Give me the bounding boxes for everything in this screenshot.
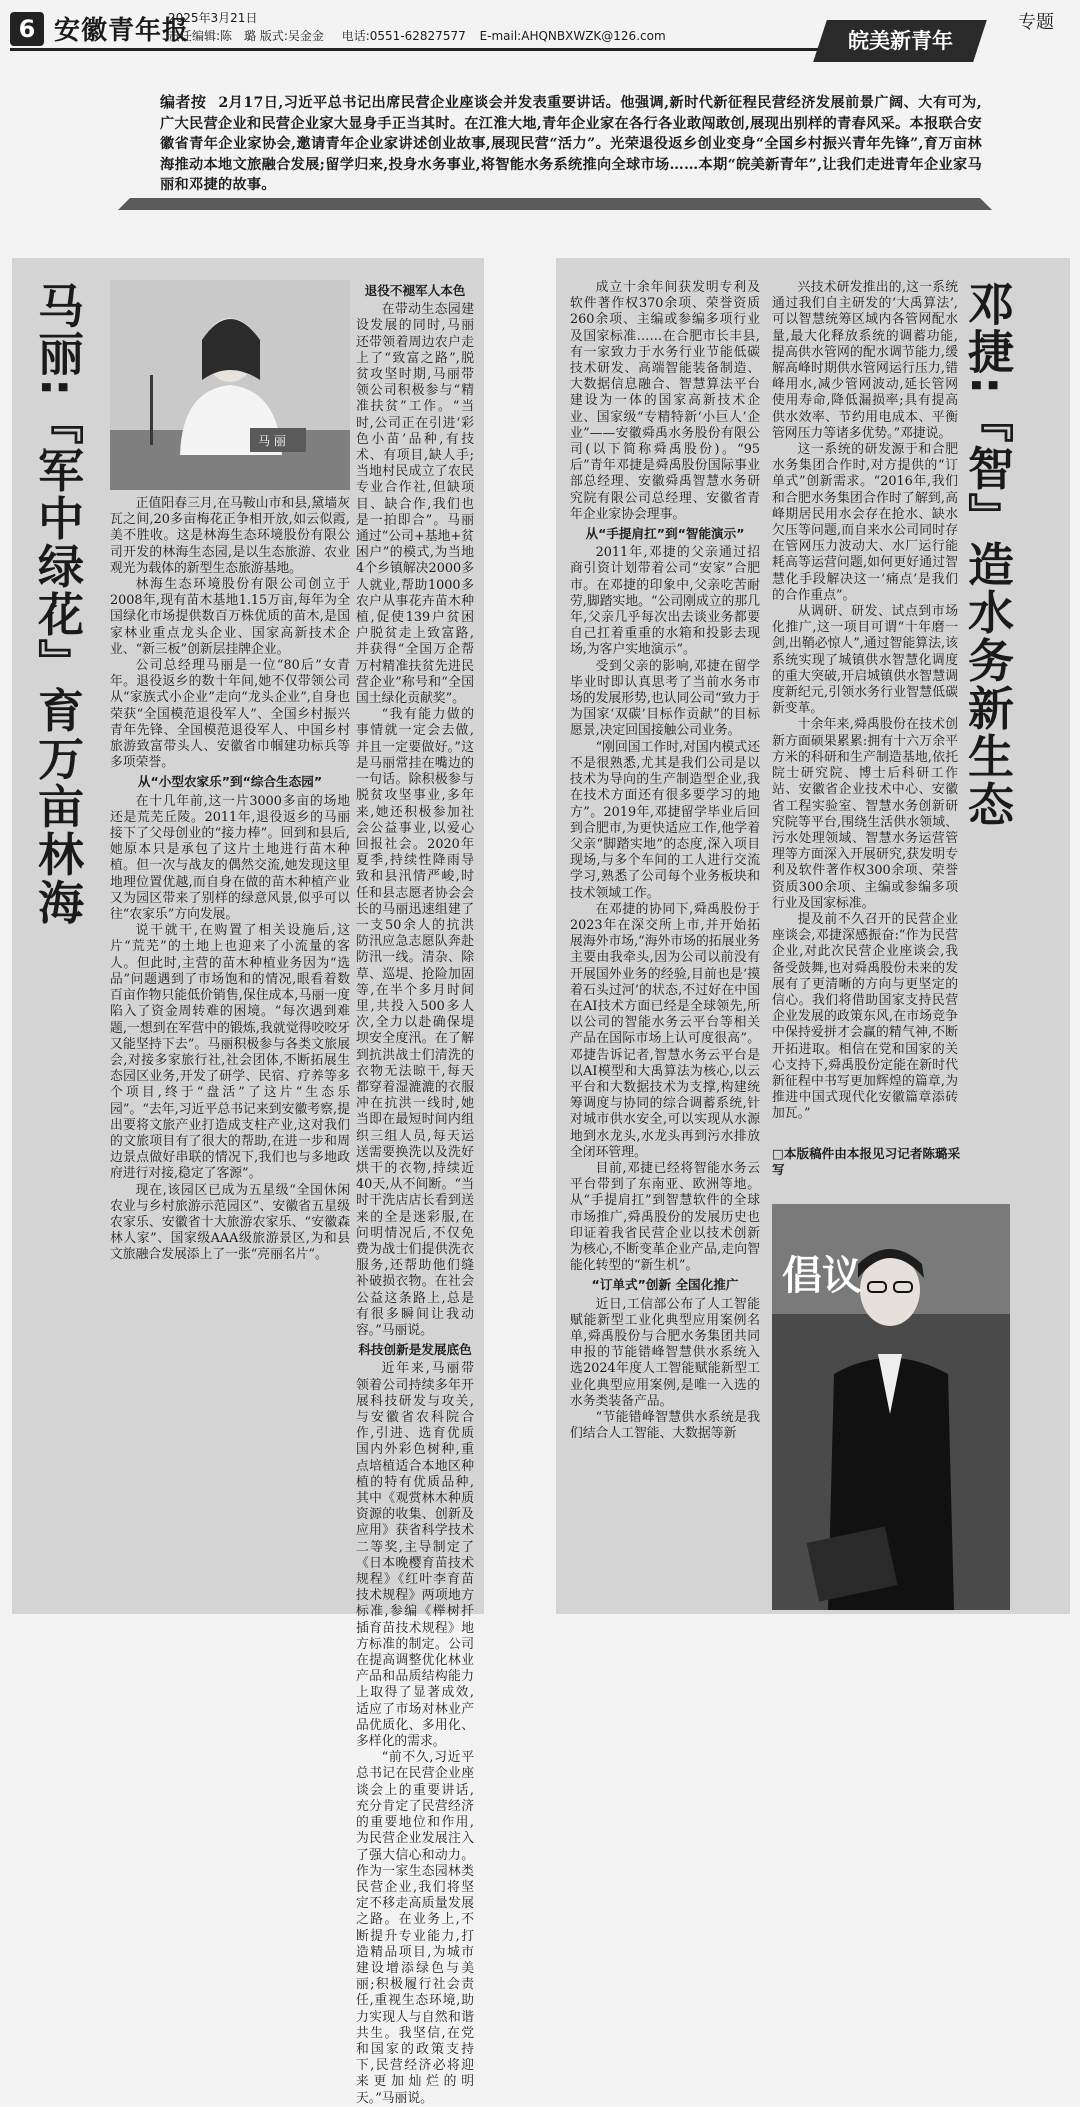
- masthead-rule: [10, 48, 920, 51]
- story1-column-right-top: [356, 280, 474, 2106]
- paragraph: “节能错峰智慧供水系统是我们结合人工智能、大数据等新: [570, 1410, 760, 1442]
- story1-title: 马丽:『军中绿花』育万亩林海: [31, 282, 85, 927]
- story2-column-left: [570, 280, 760, 1606]
- backdrop-text: 倡议: [782, 1253, 862, 1299]
- paragraph: 在十几年前,这一片3000多亩的场地还是荒芜丘陵。2011年,退役返乡的马丽接下了父母创业的“接力棒”。回到和县后,她原本只是承包了这片土地进行苗木种植。但一次与战友的偶然交流,她发现这里地理位置优越,而自身在做的苗木种植产业又为园区带来了别样的绿意风景,似乎可以往“农家乐”方向发展。: [110, 793, 350, 923]
- paragraph: 正值阳春三月,在马鞍山市和县,黛墙灰瓦之间,20多亩梅花正争相开放,如云似霞,美不胜收。这是林海生态环境股份有限公司开发的林海生态园,是以生态旅游、农业观光为载体的新型生态旅游基地。: [110, 496, 350, 576]
- story2-title: 邓捷:『智』造水务新生态: [961, 280, 1015, 829]
- column-banner: [813, 20, 987, 62]
- ma-li-figure-icon: [110, 280, 350, 490]
- issue-date: 2025年3月21日: [168, 11, 258, 25]
- paragraph: 公司总经理马丽是一位“80后”女青年。退役返乡的数十年间,她不仅带领公司从“家族式小企业”走向“龙头企业”,自身也荣获“全国模范退役军人”、全国乡村振兴青年先锋、全国模范退役军人、中国乡村旅游致富带头人、安徽省巾帼建功标兵等多项荣誉。: [110, 658, 350, 771]
- ribbon-left: [118, 198, 130, 210]
- editors: 责任编辑:陈 璐 版式:吴金金: [168, 29, 324, 43]
- paragraph: 这一系统的研发源于和合肥水务集团合作时,对方提供的“订单式”创新需求。“2016年,我们和合肥水务集团合作时了解到,高峰期居民用水会存在抢水、缺水欠压等问题,而自来水公司同时存在管网压力波动大、水厂运行能耗高等运营问题,如何更好通过智慧化手段解决这一‘痛点’是我们的合作重点”。: [772, 442, 958, 603]
- subheading: 退役不褪军人本色: [364, 283, 466, 298]
- paragraph: 近年来,马丽带领着公司持续多年开展科技研发与攻关,与安徽省农科院合作,引进、选育优质国内外彩色树种,重点培植适合本地区种植的特有优质品种,其中《观赏林木种质资源的收集、创新及应用》获省科学技术二等奖,主导制定了《日本晚樱育苗技术规程》《红叶李育苗技术规程》两项地方标准,参编《榉树扦插育苗技术规程》地方标准的制定。公司在提高调整优化林业产品和品质结构能力上取得了显著成效,适应了市场对林业产品优质化、多用化、多样化的需求。: [356, 1361, 474, 1750]
- newspaper-name: 安徽青年报: [54, 16, 190, 46]
- paragraph: 十余年来,舜禹股份在技术创新方面硕果累累:拥有十六万余平方米的科研和生产制造基地,依托院士研究院、博士后科研工作站、安徽省企业技术中心、安徽省工程实验室、智慧水务创新研究院等平台,围绕生活供水领域、污水处理领域、智慧水务运营管理等方面深入开展研究,获发明专利及软件著作权300余项、荣誉资质300余项、主编或参编多项行业及国家标准。: [772, 717, 958, 911]
- editor-info: [168, 27, 666, 44]
- paragraph: “我有能力做的事情就一定会去做,并且一定要做好。”这是马丽常挂在嘴边的一句话。除积极参与脱贫攻坚事业,多年来,她还积极参加社会公益事业,以爱心回报社会。2020年夏季,持续性降雨导致和县汛情严峻,时任和县志愿者协会会长的马丽迅速组建了一支50余人的抗洪防汛应急志愿队奔赴防汛一线。清杂、除草、巡堤、抢险加固等,在半个多月时间里,共投入500多人次,全力以赴确保堤坝安全度汛。在了解到抗洪战士们清洗的衣物无法晾干,每天都穿着湿漉漉的衣服冲在抗洪一线时,她当即在最短时间内组织三组人员,每天运送需要换洗以及洗好烘干的衣物,持续近40天,从不间断。“当时干洗店店长看到送来的全是迷彩服,在问明情况后,不仅免费为战士们提供洗衣服务,还帮助他们缝补破损衣物。在社会公益这条路上,总是有很多瞬间让我动容。”马丽说。: [356, 707, 474, 1338]
- byline-credit: □本版稿件由本报见习记者陈璐采写: [772, 1146, 961, 1177]
- story1-column-left: [110, 496, 350, 1606]
- phone: 电话:0551-62827577: [341, 29, 466, 43]
- paragraph: 成立十余年间获发明专利及软件著作权370余项、荣誉资质260余项、主编或参编多项行业及国家标准……在合肥市长丰县,有一家致力于水务行业节能低碳技术研发、高端智能装备制造、大数据信息融合、智慧算法平台建设为一体的国家高新技术企业、国家级“专精特新‘小巨人’企业”——安徽舜禹水务股份有限公司(以下简称舜禹股份)。“95后”青年邓捷是舜禹股份国际事业部总经理、安徽舜禹智慧水务研究院有限公司总经理、安徽省青年企业家协会理事。: [570, 280, 760, 522]
- paragraph: “前不久,习近平总书记在民营企业座谈会上的重要讲话,充分肯定了民营经济的重要地位和作用,为民营企业发展注入了强大信心和动力。作为一家生态园林类民营企业,我们将坚定不移走高质量发展之路。在业务上,不断提升专业能力,打造精品项目,为城市建设增添绿色与美丽;积极履行社会责任,重视生态环境,助力实现人与自然和谐共生。我坚信,在党和国家的政策支持下,民营经济必将迎来更加灿烂的明天。”马丽说。: [356, 1750, 474, 2106]
- subheading: 从“手提肩扛”到“智能演示”: [585, 526, 745, 542]
- page-number: 6: [10, 12, 44, 46]
- paragraph: 兴技术研发推出的,这一系统通过我们自主研发的‘大禹算法’,可以智慧统筹区域内各管网配水量,最大化释放系统的调蓄功能,提高供水管网的配水调节能力,缓解高峰时期供水管网运行压力,错峰用水,减少管网波动,延长管网使用寿命,降低漏损率;具有提高供水效率、节约用电成本、平衡管网压力等诸多优势。”邓捷说。: [772, 280, 958, 441]
- ma-li-nameplate: 马 丽: [258, 434, 286, 448]
- paragraph: 近日,工信部公布了人工智能赋能新型工业化典型应用案例名单,舜禹股份与合肥水务集团共同申报的节能错峰智慧供水系统入选2024年度人工智能赋能新型工业化典型应用案例,是唯一入选的水务类装备产品。: [570, 1296, 760, 1409]
- ma-li-photo: [110, 280, 350, 490]
- paragraph: 目前,邓捷已经将智能水务云平台带到了东南亚、欧洲等地。从“手提肩扛”到智慧软件的全球市场推广,舜禹股份的发展历史也印证着我省民营企业以技术创新为核心,不断变革企业产品,走向智能化转型的“新生机”。: [570, 1160, 760, 1274]
- column-banner-text: 皖美新青年: [847, 29, 953, 53]
- email: E-mail:AHQNBXWZK@126.com: [479, 29, 666, 43]
- paragraph: 说干就干,在购置了相关设施后,这片“荒芜”的土地上也迎来了小流量的客人。但此时,主营的苗木种植业务因为“选品”问题遇到了市场饱和的情况,眼看着数百亩作物只能低价销售,保住成本,马丽一度陷入了资金周转难的困境。“每次遇到难题,一想到在军营中的锻炼,我就觉得咬咬牙又能坚持下去”。马丽积极参与各类文旅展会,对接多家旅行社,社会团体,不断拓展生态园区业务,开发了研学、民宿、疗养等多个项目,终于“盘活”了这片“生态乐园”。“去年,习近平总书记来到安徽考察,提出要将文旅产业打造成支柱产业,这对我们的文旅项目有了很大的帮助,在进一步和周边景点做好串联的情况下,我们也与多地政府进行对接,稳定了客源”。: [110, 923, 350, 1182]
- paragraph: 受到父亲的影响,邓捷在留学毕业时即认真思考了当前水务市场的发展形势,也认同公司“致力于为国家‘双碳’目标作贡献”的目标愿景,决定回国接触公司业务。: [570, 658, 760, 739]
- subheading: 从“小型农家乐”到“综合生态园”: [137, 774, 323, 790]
- paragraph: 林海生态环境股份有限公司创立于2008年,现有苗木基地1.15万亩,每年为全国绿化市场提供数百万株优质的苗木,是国家林业重点龙头企业、国家高新技术企业、“新三板”创新层挂牌企业。: [110, 577, 350, 657]
- editor-note: [160, 92, 982, 196]
- paragraph: 2011年,邓捷的父亲通过招商引资计划带着公司“安家”合肥市。在邓捷的印象中,父亲吃苦耐劳,脚踏实地。“公司刚成立的那几年,父亲几乎每次出去谈业务都要自己扛着重重的水箱和投影去现场,为客户实地演示”。: [570, 545, 760, 658]
- ribbon-right: [980, 198, 992, 210]
- ribbon-divider: [130, 198, 980, 210]
- paragraph: “刚回国工作时,对国内模式还不是很熟悉,尤其是我们公司是以技术为导向的生产制造型企业,我在技术方面还有很多要学习的地方”。2019年,邓捷留学毕业后回到合肥市,为更快适应工作,他学着父亲“脚踏实地”的态度,深入项目现场,与多个车间的工人进行交流学习,熟悉了公司每个业务板块和技术领域工作。: [570, 739, 760, 901]
- paragraph: 在带动生态园建设发展的同时,马丽还带领着周边农户走上了“致富之路”,脱贫攻坚时期,马丽带领公司积极参与“精准扶贫”工作。“当时,公司正在引进‘彩色小苗’品种,有技术、有项目,缺人手;当地村民成立了农民专业合作社,但缺项目、缺合作,我们也是一拍即合”。马丽通过“公司+基地+贫困户”的模式,为当地4个乡镇解决2000多人就业,帮助1000多农户从事花卉苗木种植,促使139户贫困户脱贫走上致富路,并获得“全国万企帮万村精准扶贫先进民营企业”称号和“全国国土绿化贡献奖”。: [356, 302, 474, 707]
- paragraph: 从调研、研发、试点到市场化推广,这一项目可谓“十年磨一剑,出鞘必惊人”,通过智能算法,该系统实现了城镇供水智慧化调度的重大突破,开启城镇供水智慧调度新纪元,引领水务行业智慧低碳新变革。: [772, 604, 958, 717]
- editor-note-label: 编者按: [160, 93, 207, 111]
- subheading: “订单式”创新 全国化推广: [591, 1277, 739, 1293]
- editor-note-text: 2月17日,习近平总书记出席民营企业座谈会并发表重要讲话。他强调,新时代新征程民营经济发展前景广阔、大有可为,广大民营企业和民营企业家大显身手正当其时。在江淮大地,青年企业家在各行各业敢闯敢创,展现出别样的青春风采。本报联合安徽省青年企业家协会,邀请青年企业家讲述创业故事,展现民营“活力”。光荣退役返乡创业变身“全国乡村振兴青年先锋”,育万亩林海推动本地文旅融合发展;留学归来,投身水务事业,将智能水务系统推向全球市场……本期“皖美新青年”,让我们走进青年企业家马丽和邓捷的故事。: [160, 95, 982, 194]
- paragraph: 提及前不久召开的民营企业座谈会,邓捷深感振奋:“作为民营企业,对此次民营企业座谈会,我备受鼓舞,也对舜禹股份未来的发展有了更清晰的方向与更坚定的信心。我们将借助国家支持民营企业发展的政策东风,在市场竞争中保持爱拼才会赢的精气神,不断开拓进取。相信在党和国家的关心支持下,舜禹股份定能在新时代新征程中书写更加辉煌的篇章,为推进中国式现代化安徽篇章添砖加瓦。”: [772, 911, 958, 1122]
- section-label: 专题: [1018, 12, 1054, 33]
- paragraph: 现在,该园区已成为五星级“全国休闲农业与乡村旅游示范园区”、安徽省五星级农家乐、安徽省十大旅游农家乐、“安徽森林人家”、国家级AAA级旅游景区,为和县文旅融合发展添上了一张“亮丽名片”。: [110, 1182, 350, 1263]
- paragraph: 在邓捷的协同下,舜禹股份于2023年在深交所上市,并开始拓展海外市场,“海外市场的拓展业务主要由我牵头,因为公司以前没有开展国外业务的经验,目前也是‘摸着石头过河’的状态,不过好在中国在AI技术方面已经是全球领先,所以公司的智能水务云平台等相关产品在国际市场上认可度很高”。邓捷告诉记者,智慧水务云平台是以AI模型和大禹算法为核心,以云平台和大数据技术为支撑,构建统筹调度与协同的综合调蓄系统,针对城市供水安全,可以实现从水源地到水龙头,水龙头再到污水排放全闭环管理。: [570, 901, 760, 1160]
- story2-column-right: [772, 280, 958, 1140]
- subheading: 科技创新是发展底色: [358, 1342, 472, 1358]
- deng-jie-photo: [772, 1204, 1010, 1610]
